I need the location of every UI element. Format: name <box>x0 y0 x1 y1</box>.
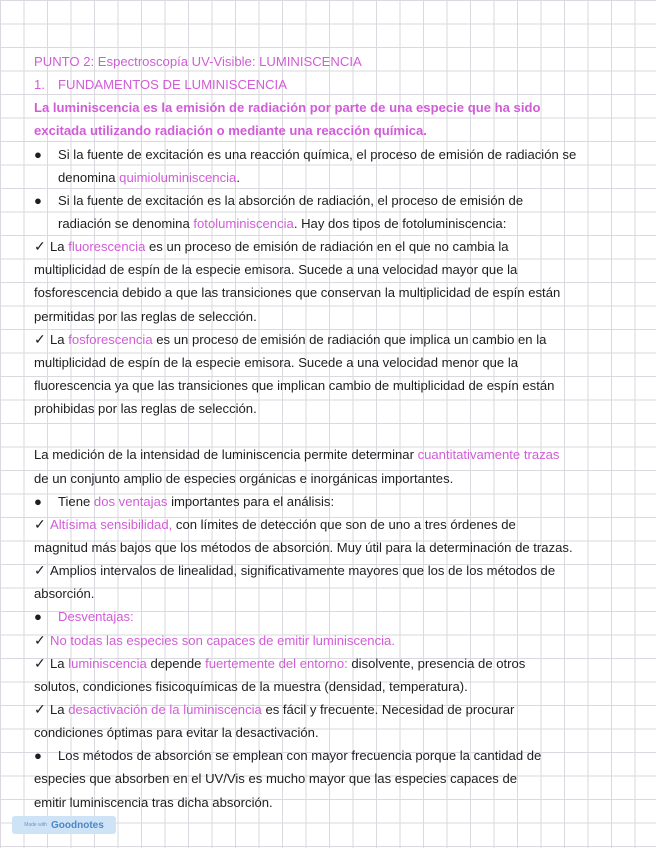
definition-line-1: La luminiscencia es la emisión de radiación por parte de una especie que ha sido <box>34 100 541 116</box>
bullet-icon: ● <box>34 192 42 208</box>
term-highlight: dos ventajas <box>93 493 168 509</box>
section-number: 1. <box>34 77 45 93</box>
section-heading <box>34 73 634 96</box>
paragraph-line: multiplicidad de espín de la especie emisora. Sucede a una velocidad mayor que la <box>34 262 518 278</box>
bullet-icon: ● <box>34 493 42 509</box>
term-highlight: fosforescencia <box>68 331 153 347</box>
checkmark-icon: ✓ <box>34 330 46 347</box>
badge-made-with: Made with <box>24 822 47 828</box>
check-item-disadvantage-1 <box>34 629 634 652</box>
term-highlight: quimioluminiscencia <box>119 169 237 185</box>
paragraph-line: prohibidas por las reglas de selección. <box>34 401 257 417</box>
bullet-item: ● Si la fuente de excitación es la absorción de radiación, el proceso de emisión de <box>34 189 634 212</box>
check-item-disadvantage-2: ✓ La luminiscencia depende fuertemente del entorno: disolvente, presencia de otros <box>34 652 634 675</box>
paragraph-line: permitidas por las reglas de selección. <box>34 308 257 324</box>
bullet-item: ● Si la fuente de excitación es una reacción química, el proceso de emisión de radiación se <box>34 143 634 166</box>
measurement-paragraph: La medición de la intensidad de luminiscencia permite determinar cuantitativamente trazas <box>34 447 560 463</box>
paragraph-line: absorción. <box>34 586 95 602</box>
check-item-advantage-2: ✓ Amplios intervalos de linealidad, significativamente mayores que los de los métodos de <box>34 559 634 582</box>
paragraph-line: fosforescencia debido a que las transiciones que conservan la multiplicidad de espín están <box>34 285 561 301</box>
check-item-fluorescence: ✓ La fluorescencia es un proceso de emisión de radiación en el que no cambia la <box>34 235 634 258</box>
paragraph-line: fluorescencia ya que las transiciones que implican cambio de multiplicidad de espín están <box>34 377 555 393</box>
term-highlight: desactivación de la luminiscencia <box>68 701 262 717</box>
checkmark-icon: ✓ <box>34 238 46 255</box>
bullet-item-continuation: radiación se denomina fotoluminiscencia. Hay dos tipos de fotoluminiscencia: <box>58 215 507 231</box>
goodnotes-logo: Goodnotes <box>51 819 104 831</box>
paragraph-line: condiciones óptimas para evitar la desactivación. <box>34 725 319 741</box>
checkmark-icon: ✓ <box>34 562 46 579</box>
checkmark-icon: ✓ <box>34 631 46 648</box>
term-highlight: No todas las especies son capaces de emitir luminiscencia. <box>50 632 395 648</box>
goodnotes-badge[interactable] <box>12 816 116 834</box>
check-item-advantage-1: ✓ Altísima sensibilidad, con límites de detección que son de uno a tres órdenes de <box>34 513 634 536</box>
term-highlight: Altísima sensibilidad, <box>50 516 173 532</box>
section-title: FUNDAMENTOS DE LUMINISCENCIA <box>58 77 287 93</box>
check-item-phosphorescence: ✓ La fosforescencia es un proceso de emisión de radiación que implica un cambio en la <box>34 328 634 351</box>
bullet-icon: ● <box>34 748 42 764</box>
bullet-icon: ● <box>34 146 42 162</box>
page-title: PUNTO 2: Espectroscopía UV-Visible: LUMINISCENCIA <box>34 54 362 69</box>
term-highlight: fotoluminiscencia <box>193 215 294 231</box>
term-highlight: fuertemente del entorno: <box>205 655 348 671</box>
checkmark-icon: ✓ <box>34 515 46 532</box>
blank-line <box>34 420 634 443</box>
checkmark-icon: ✓ <box>34 700 46 717</box>
term-highlight: cuantitativamente trazas <box>417 447 560 463</box>
paragraph-line: magnitud más bajos que los métodos de absorción. Muy útil para la determinación de trazas. <box>34 539 573 555</box>
paragraph-line: emitir luminiscencia tras dicha absorción. <box>34 794 273 810</box>
bullet-icon: ● <box>34 609 42 625</box>
term-highlight: luminiscencia <box>68 655 147 671</box>
term-highlight: fluorescencia <box>68 239 146 255</box>
notes-page <box>34 50 634 814</box>
check-item-disadvantage-3: ✓ La desactivación de la luminiscencia es fácil y frecuente. Necesidad de procurar <box>34 698 634 721</box>
bullet-item-final: ● Los métodos de absorción se emplean con mayor frecuencia porque la cantidad de <box>34 744 634 767</box>
bullet-item-disadvantages <box>34 605 634 628</box>
paragraph-line: solutos, condiciones fisicoquímicas de la muestra (densidad, temperatura). <box>34 678 468 694</box>
paragraph-line: especies que absorben en el UV/Vis es mucho mayor que las especies capaces de <box>34 771 518 787</box>
paragraph-line: multiplicidad de espín de la especie emisora. Sucede a una velocidad menor que la <box>34 354 519 370</box>
paragraph-line: de un conjunto amplio de especies orgánicas e inorgánicas importantes. <box>34 470 454 486</box>
bullet-item-advantages: ● Tiene dos ventajas importantes para el análisis: <box>34 490 634 513</box>
term-highlight: Desventajas: <box>58 609 134 625</box>
definition-line-2: excitada utilizando radiación o mediante una reacción química. <box>34 123 427 139</box>
bullet-item-continuation: denomina quimioluminiscencia. <box>58 169 240 185</box>
checkmark-icon: ✓ <box>34 654 46 671</box>
